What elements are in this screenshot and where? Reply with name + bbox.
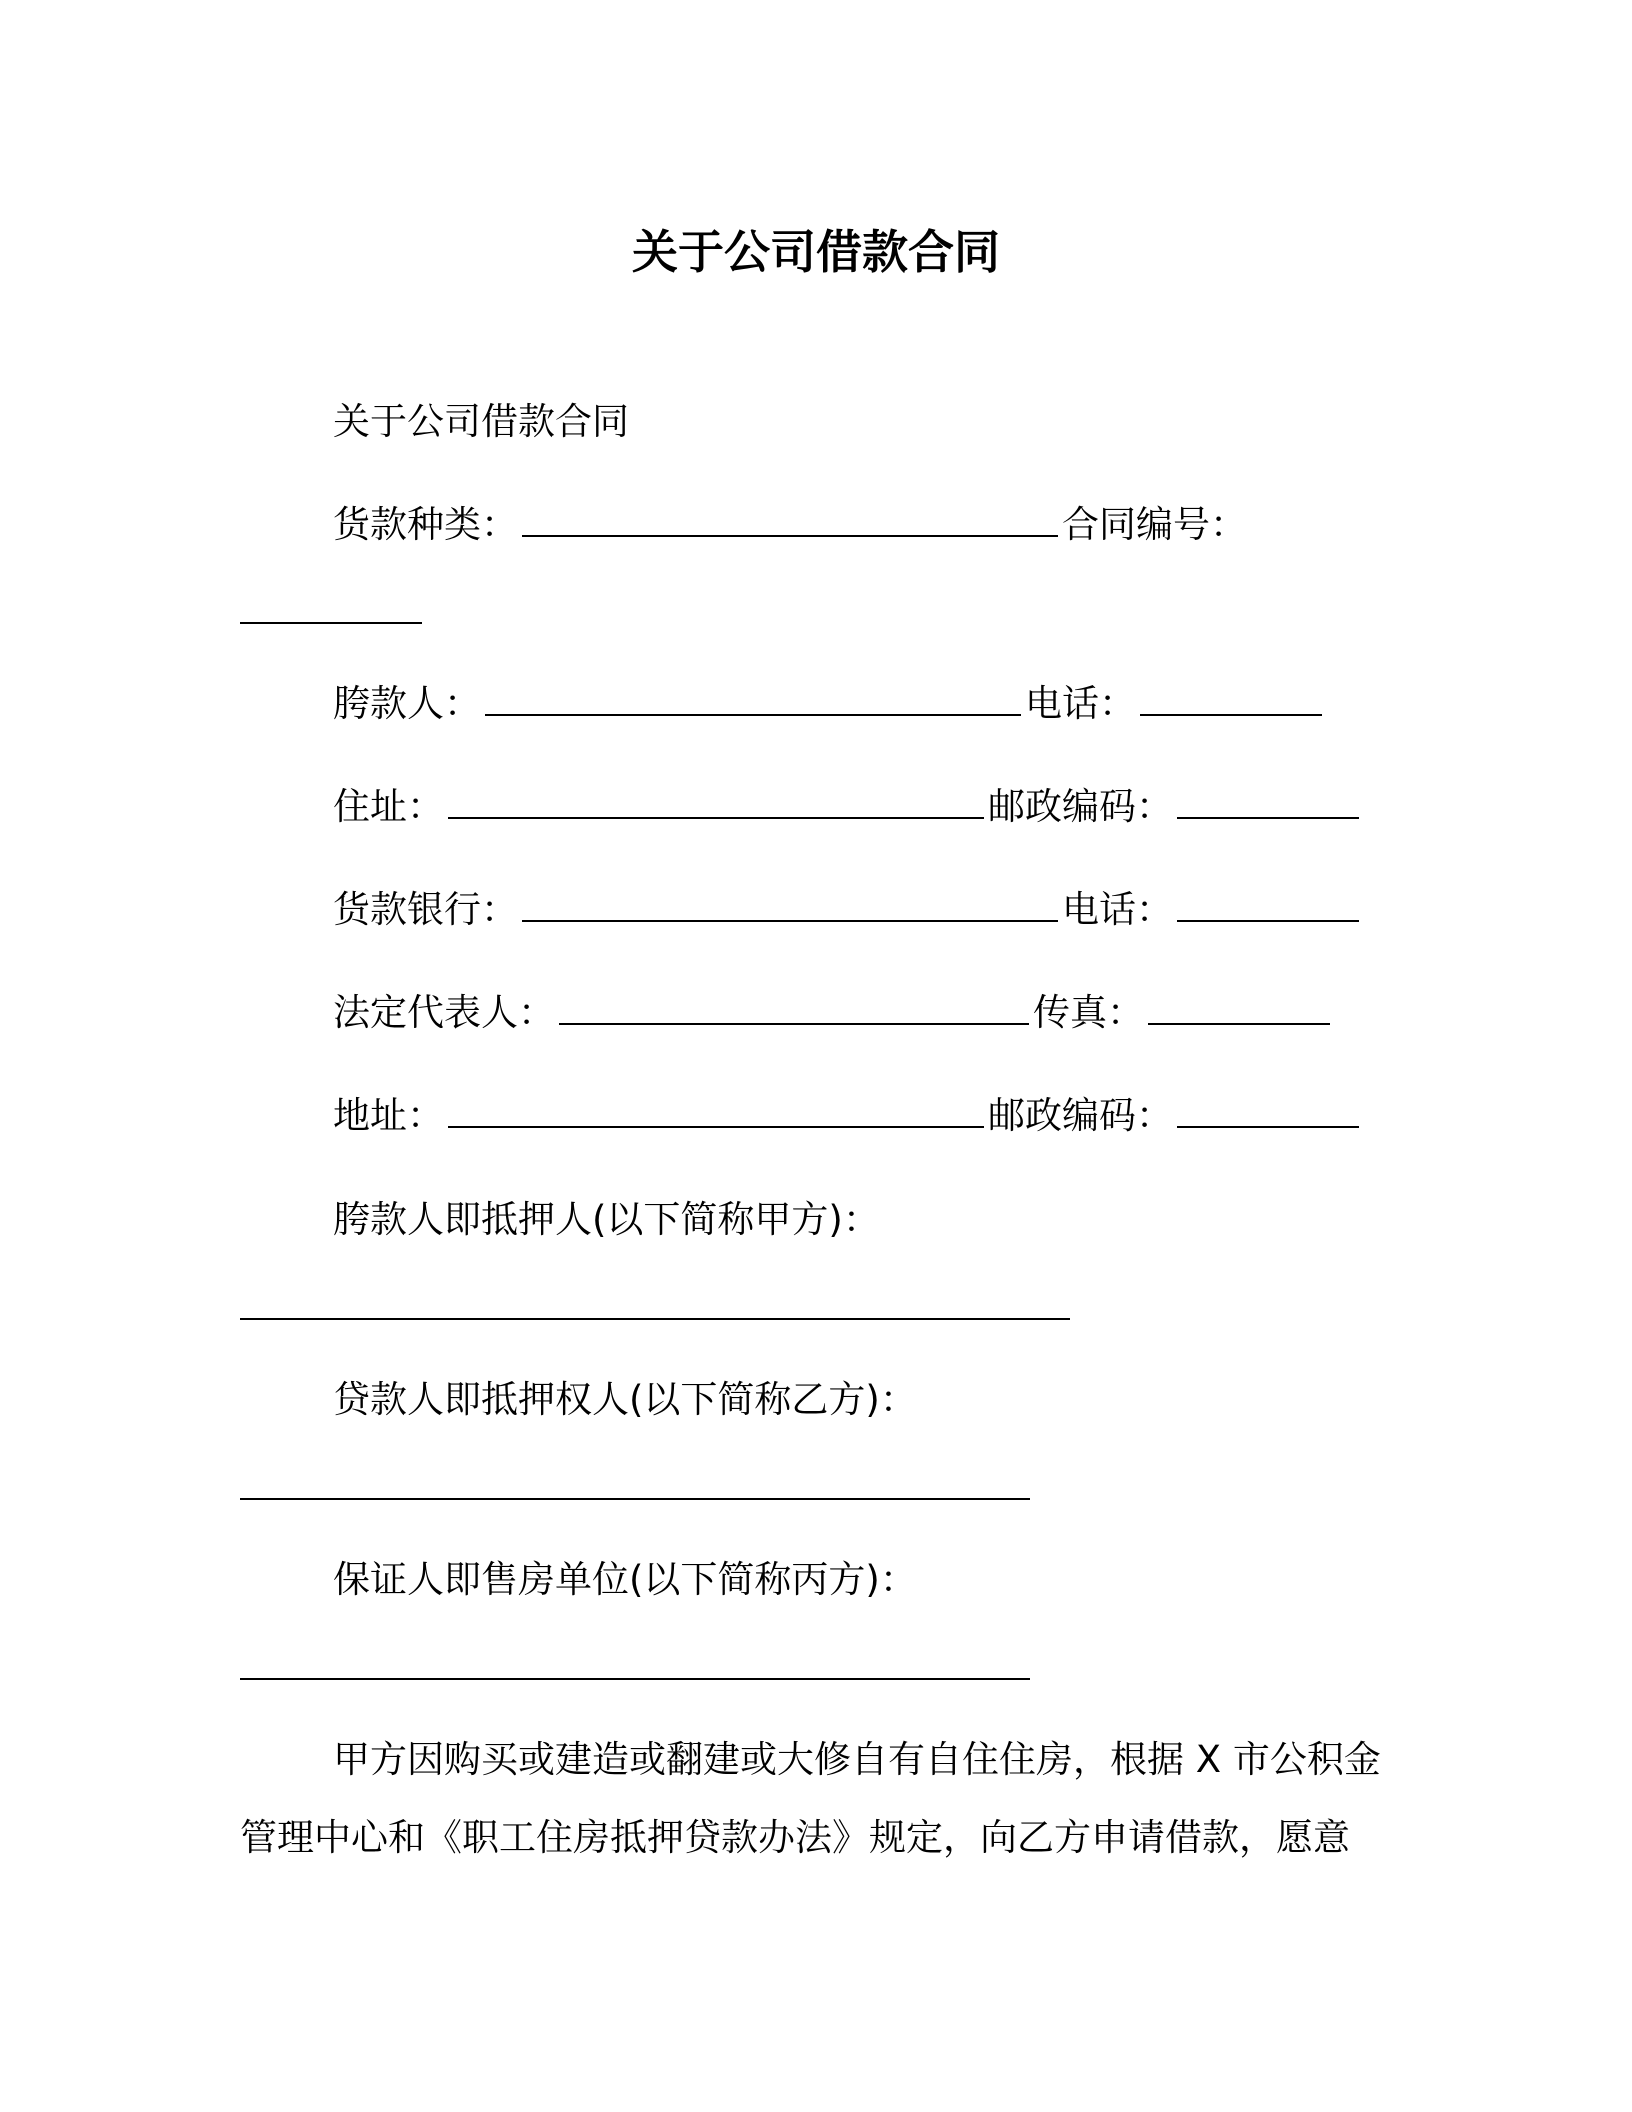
party-a-label: 胯款人即抵押人(以下简称甲方)： bbox=[333, 1198, 880, 1241]
party-c-label: 保证人即售房单位(以下简称丙方)： bbox=[333, 1558, 917, 1601]
postal-code-label: 邮政编码： bbox=[988, 785, 1173, 828]
document-title: 关于公司借款合同 bbox=[632, 225, 1000, 279]
bank-address-label: 地址： bbox=[333, 1094, 444, 1137]
borrower-row bbox=[333, 680, 1326, 728]
bank-postal-code-label: 邮政编码： bbox=[988, 1094, 1173, 1137]
body-paragraph-line-2: 管理中心和《职工住房抵押贷款办法》规定，向乙方申请借款，愿意 bbox=[240, 1816, 1350, 1859]
bank-postal-code-blank bbox=[1177, 1096, 1359, 1128]
loan-type-row bbox=[333, 501, 1247, 549]
lending-bank-label: 货款银行： bbox=[333, 888, 518, 931]
party-c-blank bbox=[240, 1678, 1030, 1680]
party-b-blank bbox=[240, 1498, 1030, 1500]
body-paragraph-line-1: 甲方因购买或建造或翻建或大修自有自住住房，根据 X 市公积金 bbox=[333, 1738, 1381, 1781]
address-blank bbox=[448, 787, 984, 819]
borrower-phone-blank bbox=[1140, 684, 1322, 716]
contract-no-blank bbox=[240, 622, 422, 624]
address-label: 住址： bbox=[333, 785, 444, 828]
address-row bbox=[333, 783, 1363, 831]
lending-bank-blank bbox=[522, 890, 1058, 922]
bank-address-blank bbox=[448, 1096, 984, 1128]
bank-address-row bbox=[333, 1092, 1363, 1140]
document-subtitle: 关于公司借款合同 bbox=[333, 400, 629, 443]
party-b-label: 贷款人即抵押权人(以下简称乙方)： bbox=[333, 1378, 917, 1421]
fax-blank bbox=[1148, 993, 1330, 1025]
bank-phone-blank bbox=[1177, 890, 1359, 922]
borrower-blank bbox=[485, 684, 1021, 716]
contract-no-label: 合同编号： bbox=[1062, 503, 1247, 546]
borrower-phone-label: 电话： bbox=[1025, 682, 1136, 725]
lending-bank-row bbox=[333, 886, 1363, 934]
loan-type-blank bbox=[522, 505, 1058, 537]
legal-rep-blank bbox=[559, 993, 1029, 1025]
loan-type-label: 货款种类： bbox=[333, 503, 518, 546]
legal-rep-label: 法定代表人： bbox=[333, 991, 555, 1034]
party-a-blank bbox=[240, 1318, 1070, 1320]
borrower-label: 胯款人： bbox=[333, 682, 481, 725]
legal-rep-row bbox=[333, 989, 1334, 1037]
postal-code-blank bbox=[1177, 787, 1359, 819]
bank-phone-label: 电话： bbox=[1062, 888, 1173, 931]
fax-label: 传真： bbox=[1033, 991, 1144, 1034]
